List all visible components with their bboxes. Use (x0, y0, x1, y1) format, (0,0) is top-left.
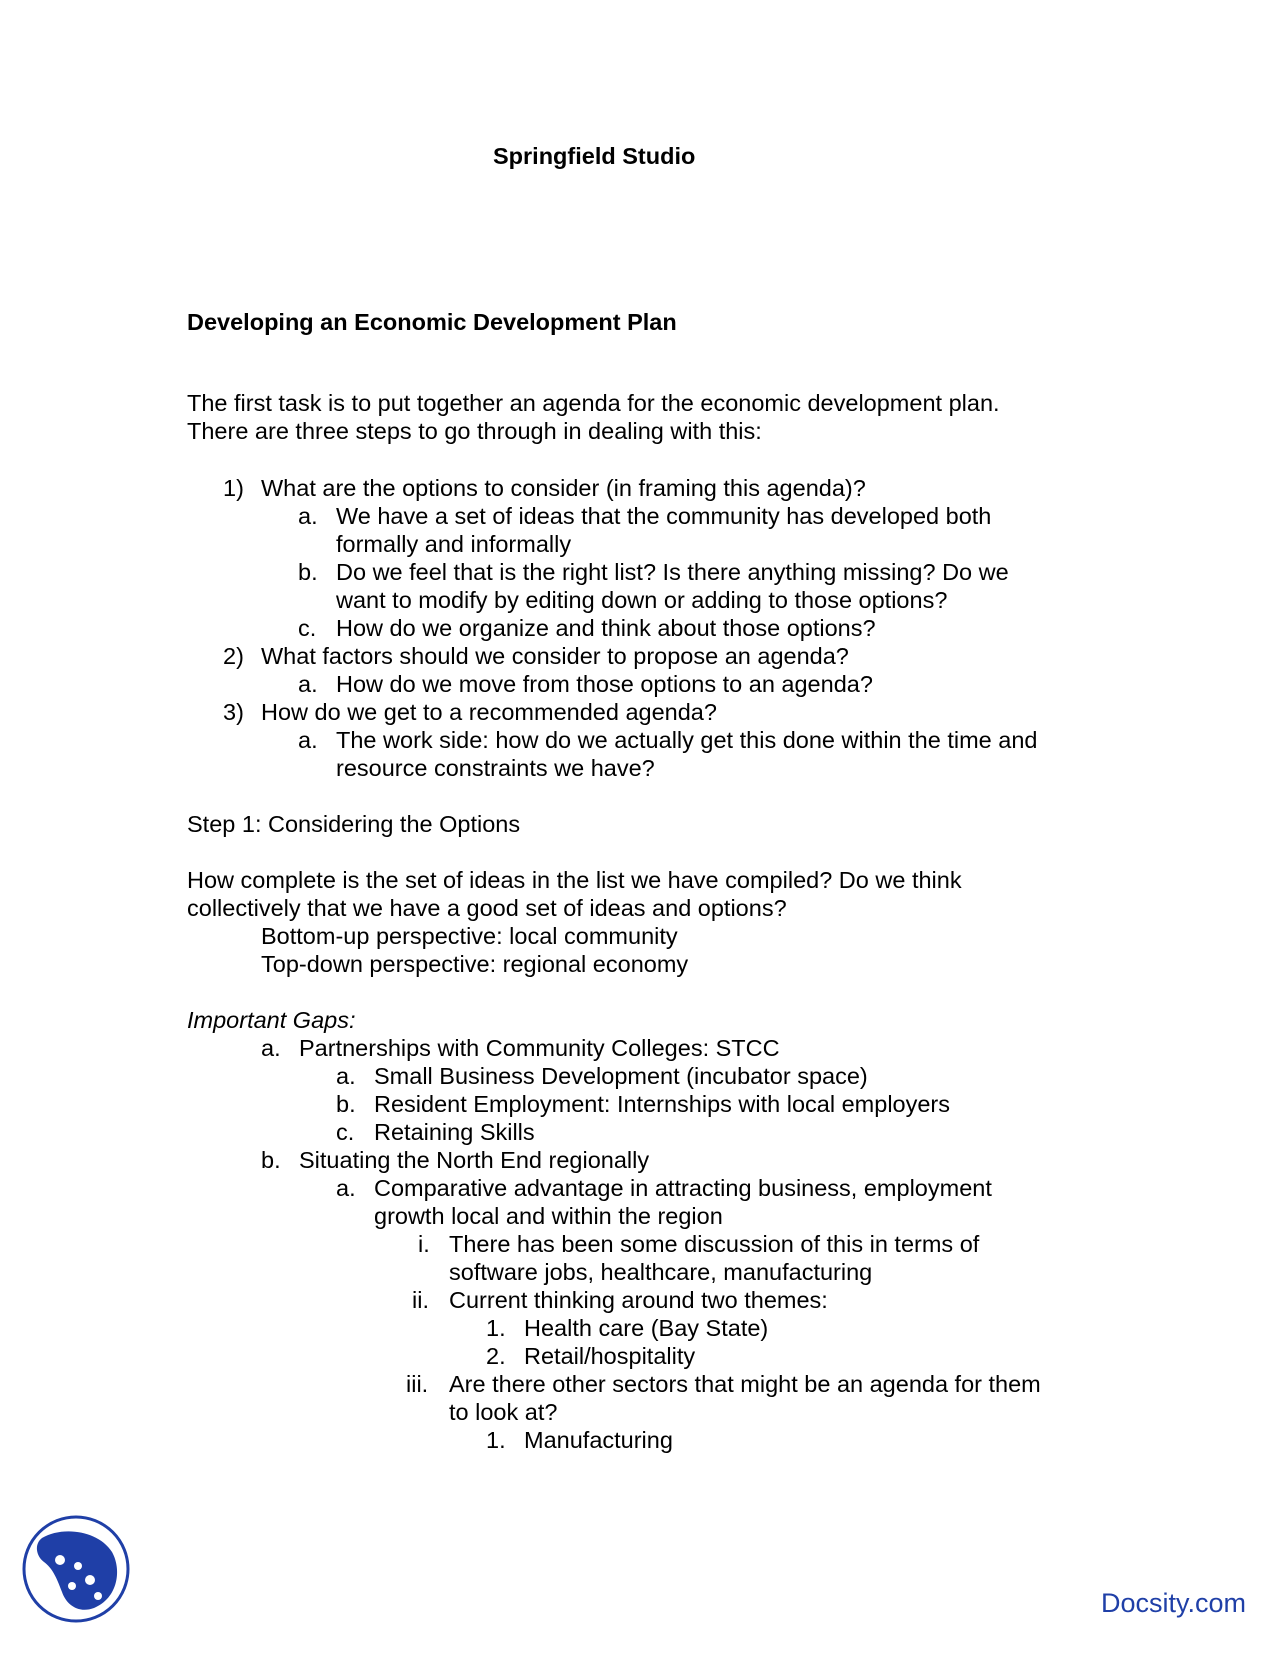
list-item: Resident Employment: Internships with local employers (374, 1091, 951, 1117)
list-marker: b. (336, 1091, 356, 1117)
intro-line: There are three steps to go through in dealing with this: (187, 418, 762, 444)
list-marker: a. (336, 1063, 356, 1089)
section-heading: Developing an Economic Development Plan (187, 309, 677, 335)
list-marker: c. (298, 615, 317, 641)
docsity-brand-link[interactable]: Docsity.com (1101, 1588, 1247, 1618)
perspective-line: Bottom-up perspective: local community (261, 923, 678, 949)
list-item-cont: growth local and within the region (374, 1203, 723, 1229)
list-item: Do we feel that is the right list? Is there anything missing? Do we (336, 559, 1009, 585)
document-title: Springfield Studio (493, 143, 696, 169)
list-item: Situating the North End regionally (299, 1147, 650, 1173)
list-marker: iii. (406, 1371, 429, 1397)
list-marker: a. (336, 1175, 356, 1201)
list-marker: i. (418, 1231, 430, 1257)
list-item: Are there other sectors that might be an agenda for them (449, 1371, 1041, 1397)
intro-line: The first task is to put together an agenda for the economic development plan. (187, 390, 1000, 416)
perspective-line: Top-down perspective: regional economy (261, 951, 689, 977)
paragraph-line: collectively that we have a good set of ideas and options? (187, 895, 787, 921)
list-item: Current thinking around two themes: (449, 1287, 828, 1313)
list-item-cont: resource constraints we have? (336, 755, 655, 781)
list-item: What are the options to consider (in framing this agenda)? (261, 475, 866, 501)
list-item: Retail/hospitality (524, 1343, 696, 1369)
list-marker: 1. (486, 1427, 506, 1453)
list-marker: a. (298, 503, 318, 529)
docsity-logo-icon (22, 1512, 130, 1626)
list-item: We have a set of ideas that the community has developed both (336, 503, 992, 529)
list-marker: b. (261, 1147, 281, 1173)
list-marker: ii. (412, 1287, 429, 1313)
list-marker: 3) (223, 699, 244, 725)
list-item: Manufacturing (524, 1427, 673, 1453)
list-item: How do we get to a recommended agenda? (261, 699, 717, 725)
list-item: How do we organize and think about those options? (336, 615, 876, 641)
list-marker: b. (298, 559, 318, 585)
step1-heading: Step 1: Considering the Options (187, 811, 521, 837)
list-item: What factors should we consider to propose an agenda? (261, 643, 849, 669)
list-item-cont: want to modify by editing down or adding to those options? (336, 587, 948, 613)
list-item: Retaining Skills (374, 1119, 535, 1145)
list-item-cont: software jobs, healthcare, manufacturing (449, 1259, 873, 1285)
list-marker: 2. (486, 1343, 506, 1369)
list-marker: 2) (223, 643, 244, 669)
gaps-heading: Important Gaps: (187, 1007, 356, 1033)
list-item: How do we move from those options to an agenda? (336, 671, 873, 697)
list-marker: 1) (223, 475, 244, 501)
list-marker: 1. (486, 1315, 506, 1341)
list-item-cont: to look at? (449, 1399, 558, 1425)
list-marker: a. (298, 727, 318, 753)
list-marker: c. (336, 1119, 355, 1145)
list-item: The work side: how do we actually get this done within the time and (336, 727, 1038, 753)
list-item: Small Business Development (incubator space) (374, 1063, 868, 1089)
list-item-cont: formally and informally (336, 531, 572, 557)
list-item: Partnerships with Community Colleges: STCC (299, 1035, 780, 1061)
list-marker: a. (298, 671, 318, 697)
list-item: There has been some discussion of this in terms of (449, 1231, 980, 1257)
list-item: Comparative advantage in attracting business, employment (374, 1175, 992, 1201)
list-item: Health care (Bay State) (524, 1315, 769, 1341)
paragraph-line: How complete is the set of ideas in the list we have compiled? Do we think (187, 867, 962, 893)
list-marker: a. (261, 1035, 281, 1061)
